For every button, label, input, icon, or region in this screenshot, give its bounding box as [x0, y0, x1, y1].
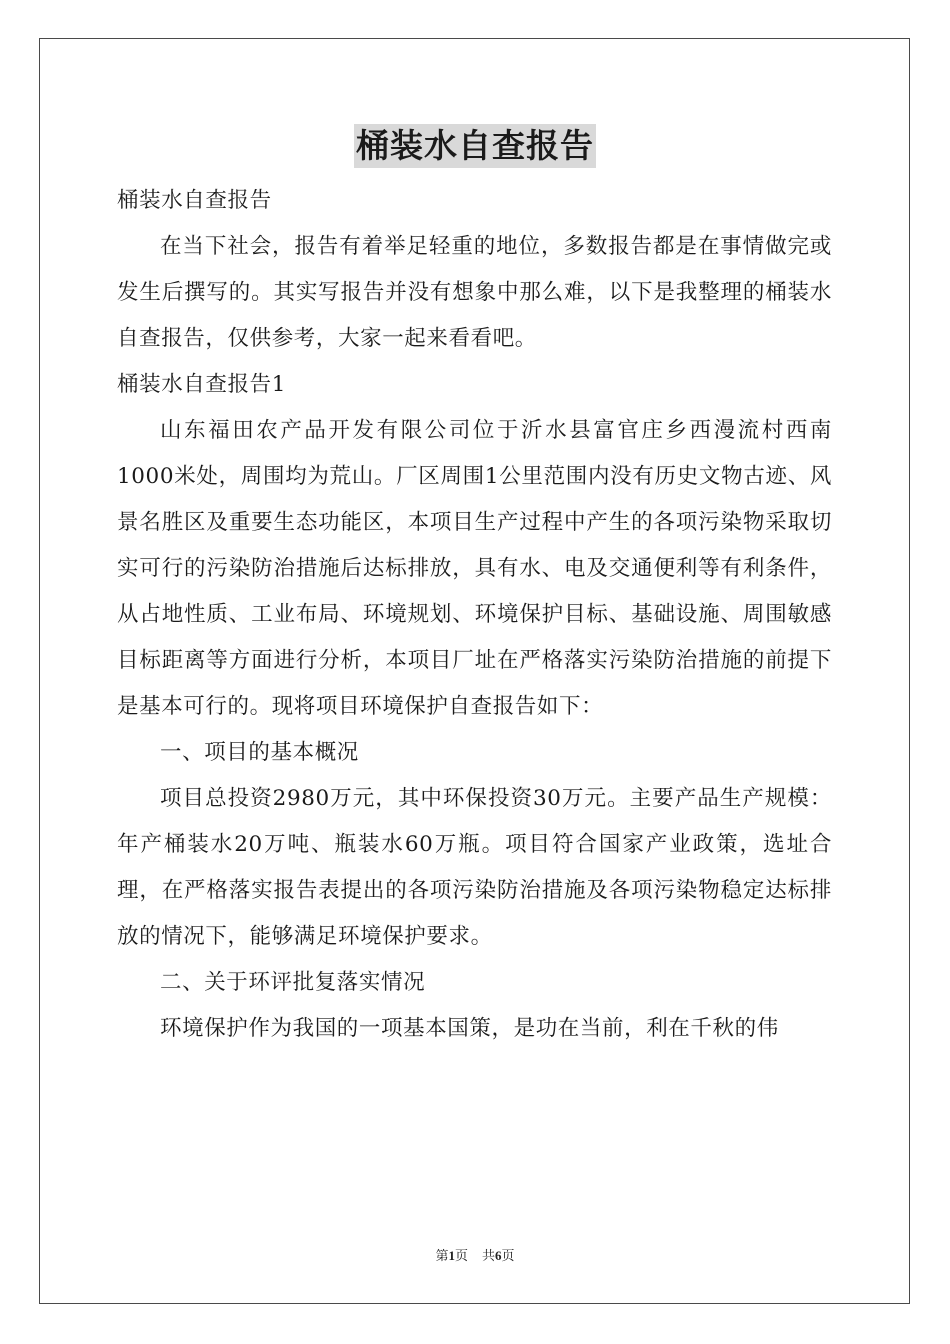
body-paragraph: 环境保护作为我国的一项基本国策，是功在当前，利在千秋的伟 — [160, 1016, 779, 1041]
total-suffix: 页 — [501, 1248, 515, 1263]
total-prefix: 共 — [482, 1248, 496, 1263]
subtitle-paragraph: 桶装水自查报告 — [117, 188, 272, 213]
page-footer — [0, 1245, 950, 1264]
section-heading: 桶装水自查报告1 — [117, 372, 286, 397]
intro-paragraph: 在当下社会，报告有着举足轻重的地位，多数报告都是在事情做完或发生后撰写的。其实写报告并没有想象中那么难，以下是我整理的桶装水自查报告，仅供参考，大家一起来看看吧。 — [117, 234, 832, 351]
page-number: 1 — [448, 1248, 455, 1263]
page-suffix: 页 — [454, 1248, 468, 1263]
page-prefix: 第 — [435, 1248, 449, 1263]
total-pages: 6 — [495, 1248, 502, 1263]
title-container — [0, 124, 950, 168]
subsection-heading: 一、项目的基本概况 — [160, 740, 359, 765]
document-body — [117, 178, 832, 1052]
document-title: 桶装水自查报告 — [354, 124, 596, 168]
body-paragraph: 山东福田农产品开发有限公司位于沂水县富官庄乡西漫流村西南1000米处，周围均为荒山。厂区周围1公里范围内没有历史文物古迹、风景名胜区及重要生态功能区，本项目生产过程中产生的各项污染物采取切实可行的污染防治措施后达标排放，具有水、电及交通便利等有利条件，从占地性质、工业布局、环境规划、环境保护目标、基础设施、周围敏感目标距离等方面进行分析，本项目厂址在严格落实污染防治措施的前提下是基本可行的。现将项目环境保护自查报告如下： — [117, 418, 832, 719]
subsection-heading: 二、关于环评批复落实情况 — [160, 970, 426, 995]
body-paragraph: 项目总投资2980万元，其中环保投资30万元。主要产品生产规模：年产桶装水20万吨、瓶装水60万瓶。项目符合国家产业政策，选址合理，在严格落实报告表提出的各项污染防治措施及各项污染物稳定达标排放的情况下，能够满足环境保护要求。 — [117, 786, 832, 949]
